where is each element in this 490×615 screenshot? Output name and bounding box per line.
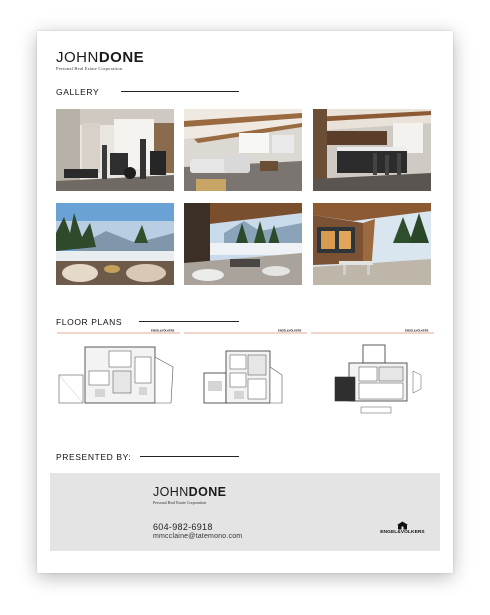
floor-plans-heading: FLOOR PLANS — [56, 317, 123, 327]
agent-email[interactable]: mmcclaine@tatemono.com — [153, 533, 243, 540]
gallery-photo-kitchen[interactable] — [313, 109, 431, 191]
floor-plan-3[interactable] — [309, 327, 436, 435]
agent-phone[interactable]: 604-982-6918 — [153, 522, 213, 532]
agent-card — [50, 473, 440, 551]
brand-logo — [56, 49, 144, 66]
gallery-photo-living-room[interactable] — [184, 109, 302, 191]
house-icon — [396, 521, 409, 530]
floor-plans-heading-rule — [139, 321, 239, 322]
floor-plan-2[interactable] — [182, 327, 309, 435]
brokerage-logo-text: ENGEL&VÖLKERS — [380, 530, 425, 535]
gallery-photo-gym[interactable] — [56, 109, 174, 191]
floor-plan-2-logo: ENGEL&VÖLKERS — [278, 329, 302, 333]
floor-plan-1[interactable] — [55, 327, 182, 435]
brokerage-logo — [380, 521, 425, 535]
gallery-heading: GALLERY — [56, 87, 100, 97]
brand-tagline: Personal Real Estate Corporation — [56, 66, 123, 71]
footer-brand-last: DONE — [188, 485, 227, 499]
brochure-page — [37, 31, 453, 573]
brand-last: DONE — [98, 49, 145, 66]
footer-brand-first: JOHN — [153, 485, 189, 499]
gallery-photo-patio[interactable] — [184, 203, 302, 285]
gallery-photo-deck-view[interactable] — [56, 203, 174, 285]
brand-first: JOHN — [56, 49, 99, 66]
gallery-photo-exterior[interactable] — [313, 203, 431, 285]
floor-plan-3-logo: ENGEL&VÖLKERS — [405, 329, 429, 333]
footer-brand-tagline: Personal Real Estate Corporation — [153, 500, 207, 505]
presented-by-heading: PRESENTED BY: — [56, 452, 132, 462]
floor-plan-1-logo: ENGEL&VÖLKERS — [151, 329, 175, 333]
presented-by-heading-rule — [140, 456, 239, 457]
gallery-heading-rule — [121, 91, 239, 92]
footer-brand-logo — [153, 485, 226, 499]
